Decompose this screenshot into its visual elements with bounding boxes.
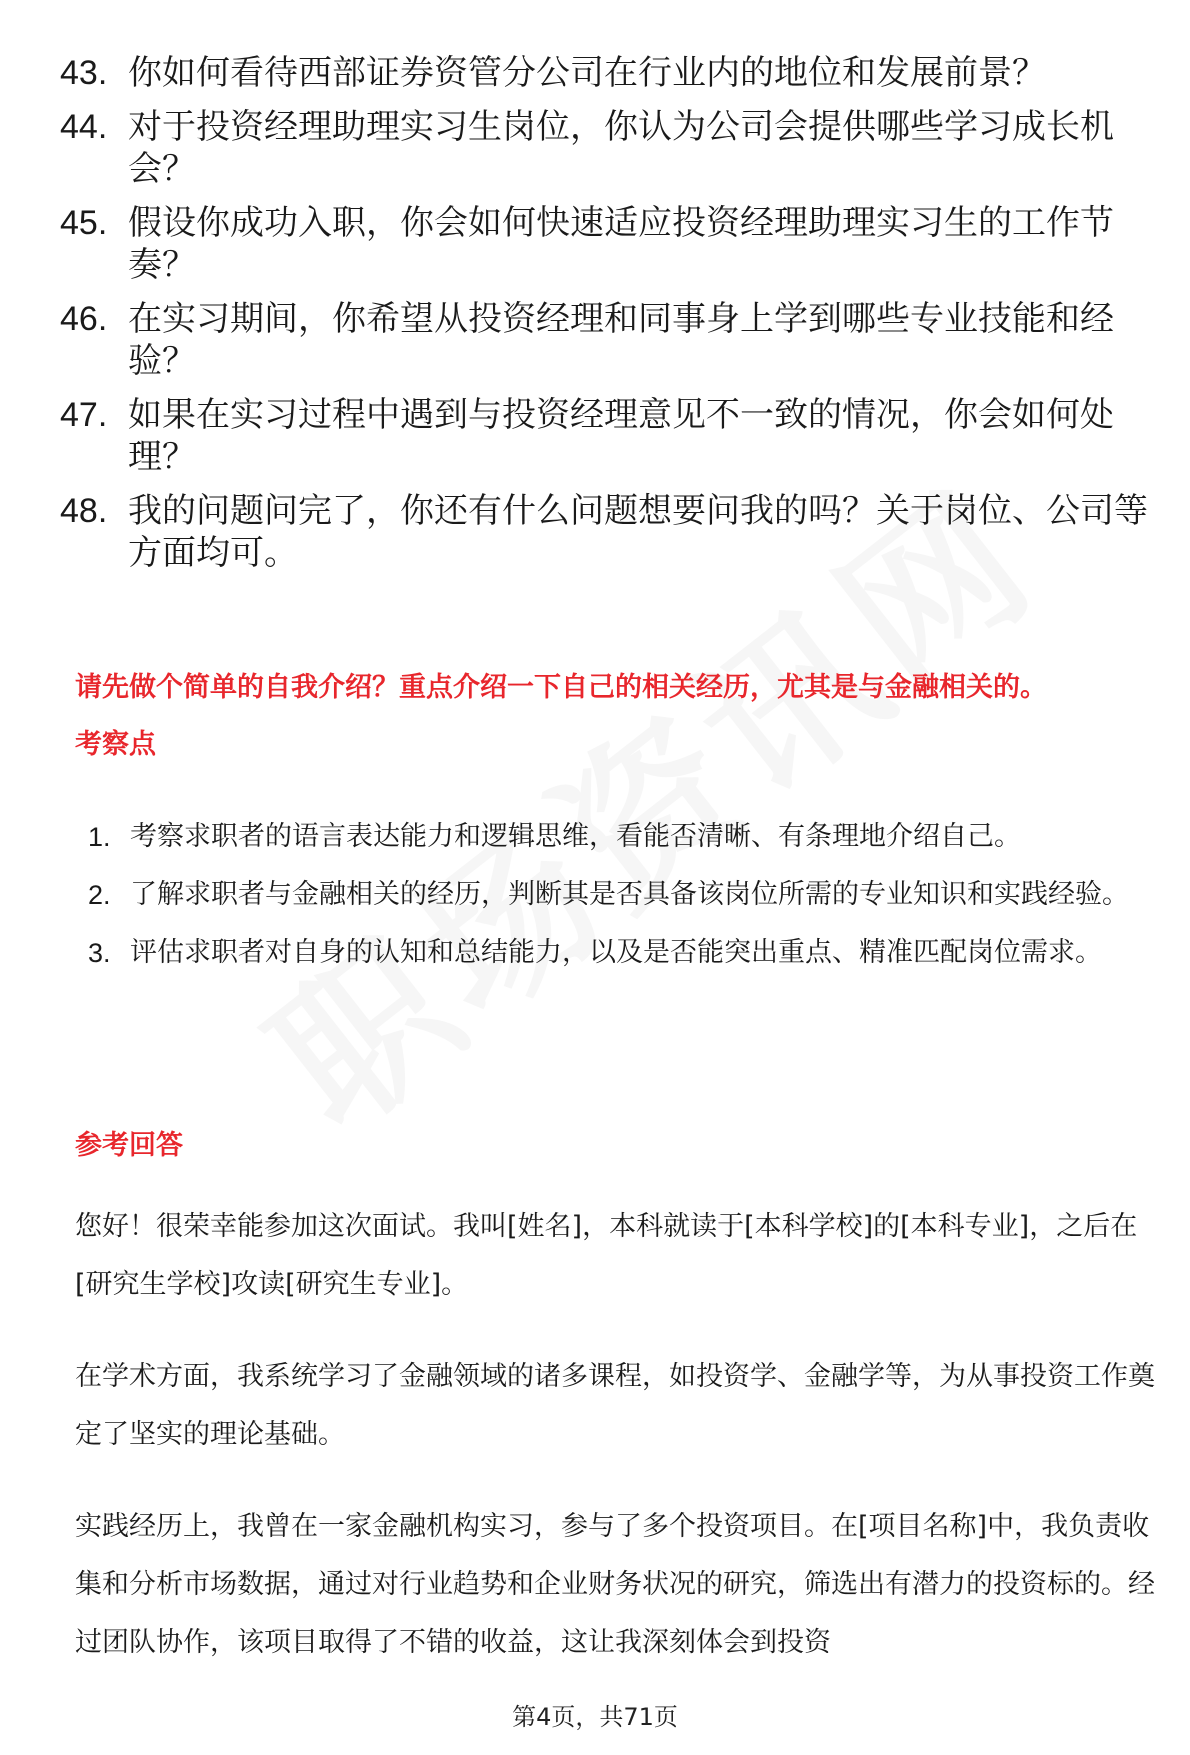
- page-footer: 第4页，共71页: [512, 1703, 678, 1731]
- assessment-text: 考察求职者的语言表达能力和逻辑思维，看能否清晰、有条理地介绍自己。: [130, 821, 1021, 852]
- question-item: [60, 202, 1150, 286]
- assessment-text: 评估求职者对自身的认知和总结能力，以及是否能突出重点、精准匹配岗位需求。: [130, 937, 1102, 968]
- assessment-item: [88, 924, 1158, 982]
- answer-paragraph: 您好！很荣幸能参加这次面试。我叫[姓名]，本科就读于[本科学校]的[本科专业]，之后在[研究生学校]攻读[研究生专业]。: [75, 1211, 1138, 1300]
- question-number: 45.: [60, 204, 108, 242]
- question-text: 我的问题问完了，你还有什么问题想要问我的吗？关于岗位、公司等方面均可。: [128, 491, 1148, 573]
- question-number: 46.: [60, 300, 108, 338]
- question-item: [60, 394, 1150, 478]
- assessment-item: [88, 808, 1158, 866]
- question-text: 你如何看待西部证券资管分公司在行业内的地位和发展前景？: [128, 53, 1046, 93]
- assessment-text: 了解求职者与金融相关的经历，判断其是否具备该岗位所需的专业知识和实践经验。: [130, 879, 1129, 910]
- question-item: [60, 490, 1150, 574]
- question-list: [60, 52, 1150, 586]
- question-number: 44.: [60, 108, 108, 146]
- assessment-number: 1.: [88, 822, 111, 852]
- question-item: [60, 106, 1150, 190]
- question-item: [60, 52, 1150, 94]
- assessment-list: [88, 808, 1158, 982]
- question-item: [60, 298, 1150, 382]
- assessment-item: [88, 866, 1158, 924]
- answer-paragraph: 在学术方面，我系统学习了金融领域的诸多课程，如投资学、金融学等，为从事投资工作奠定了坚实的理论基础。: [75, 1361, 1155, 1450]
- assessment-heading: 考察点: [75, 729, 156, 760]
- question-number: 47.: [60, 396, 108, 434]
- assessment-number: 3.: [88, 938, 111, 968]
- question-text: 假设你成功入职，你会如何快速适应投资经理助理实习生的工作节奏？: [128, 203, 1114, 285]
- question-text: 如果在实习过程中遇到与投资经理意见不一致的情况，你会如何处理？: [128, 395, 1114, 477]
- section-question-heading: 请先做个简单的自我介绍？重点介绍一下自己的相关经历，尤其是与金融相关的。: [75, 672, 1047, 703]
- question-text: 在实习期间，你希望从投资经理和同事身上学到哪些专业技能和经验？: [128, 299, 1114, 381]
- question-number: 43.: [60, 54, 108, 92]
- answer-paragraph: 实践经历上，我曾在一家金融机构实习，参与了多个投资项目。在[项目名称]中，我负责收集和分析市场数据，通过对行业趋势和企业财务状况的研究，筛选出有潜力的投资标的。经过团队协作，该项目取得了不错的收益，这让我深刻体会到投资: [75, 1511, 1155, 1658]
- question-number: 48.: [60, 492, 108, 530]
- assessment-number: 2.: [88, 880, 111, 910]
- question-text: 对于投资经理助理实习生岗位，你认为公司会提供哪些学习成长机会？: [128, 107, 1114, 189]
- answer-heading: 参考回答: [75, 1130, 183, 1161]
